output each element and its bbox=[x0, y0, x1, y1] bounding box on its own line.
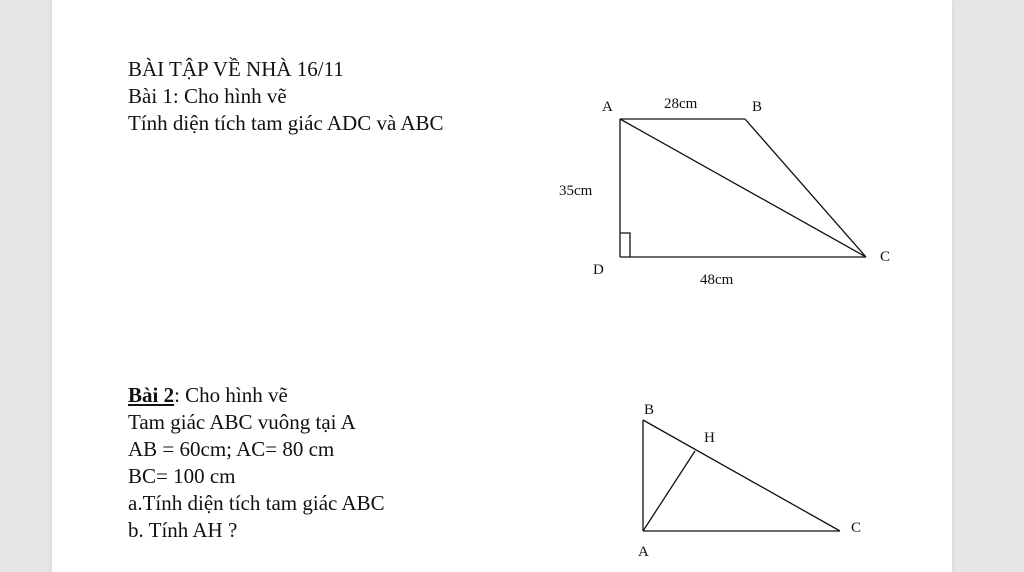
figure-1-trapezoid bbox=[620, 119, 866, 257]
label-1-A: A bbox=[602, 99, 613, 115]
exercise-2-line-5: b. Tính AH ? bbox=[128, 518, 238, 542]
length-AB: 28cm bbox=[664, 96, 698, 112]
exercise-2-heading-rest: : Cho hình vẽ bbox=[174, 383, 288, 407]
length-DC: 48cm bbox=[700, 272, 734, 288]
exercise-2-line-3: BC= 100 cm bbox=[128, 464, 236, 488]
segment-AH bbox=[643, 451, 695, 531]
right-angle-mark-D bbox=[620, 233, 630, 257]
label-2-H: H bbox=[704, 430, 715, 446]
segment-BC-2 bbox=[643, 420, 840, 531]
exercise-2-line-4: a.Tính diện tích tam giác ABC bbox=[128, 491, 385, 515]
label-2-B: B bbox=[644, 402, 655, 418]
exercise-2-heading: Bài 2 bbox=[128, 383, 175, 407]
segment-BC bbox=[745, 119, 866, 257]
figure-2-triangle bbox=[643, 420, 840, 531]
exercise-2-line-2: AB = 60cm; AC= 80 cm bbox=[128, 437, 335, 461]
label-1-D: D bbox=[593, 262, 604, 278]
label-1-B: B bbox=[752, 99, 763, 115]
label-1-C: C bbox=[880, 249, 891, 265]
exercise-2-line-1: Tam giác ABC vuông tại A bbox=[128, 410, 356, 434]
length-AD: 35cm bbox=[559, 183, 593, 199]
label-2-A: A bbox=[638, 544, 649, 560]
document-title: BÀI TẬP VỀ NHÀ 16/11 bbox=[128, 57, 344, 81]
exercise-1-task: Tính diện tích tam giác ADC và ABC bbox=[128, 111, 444, 135]
label-2-C: C bbox=[851, 520, 862, 536]
exercise-1-heading: Bài 1: Cho hình vẽ bbox=[128, 84, 287, 108]
segment-AC bbox=[620, 119, 866, 257]
